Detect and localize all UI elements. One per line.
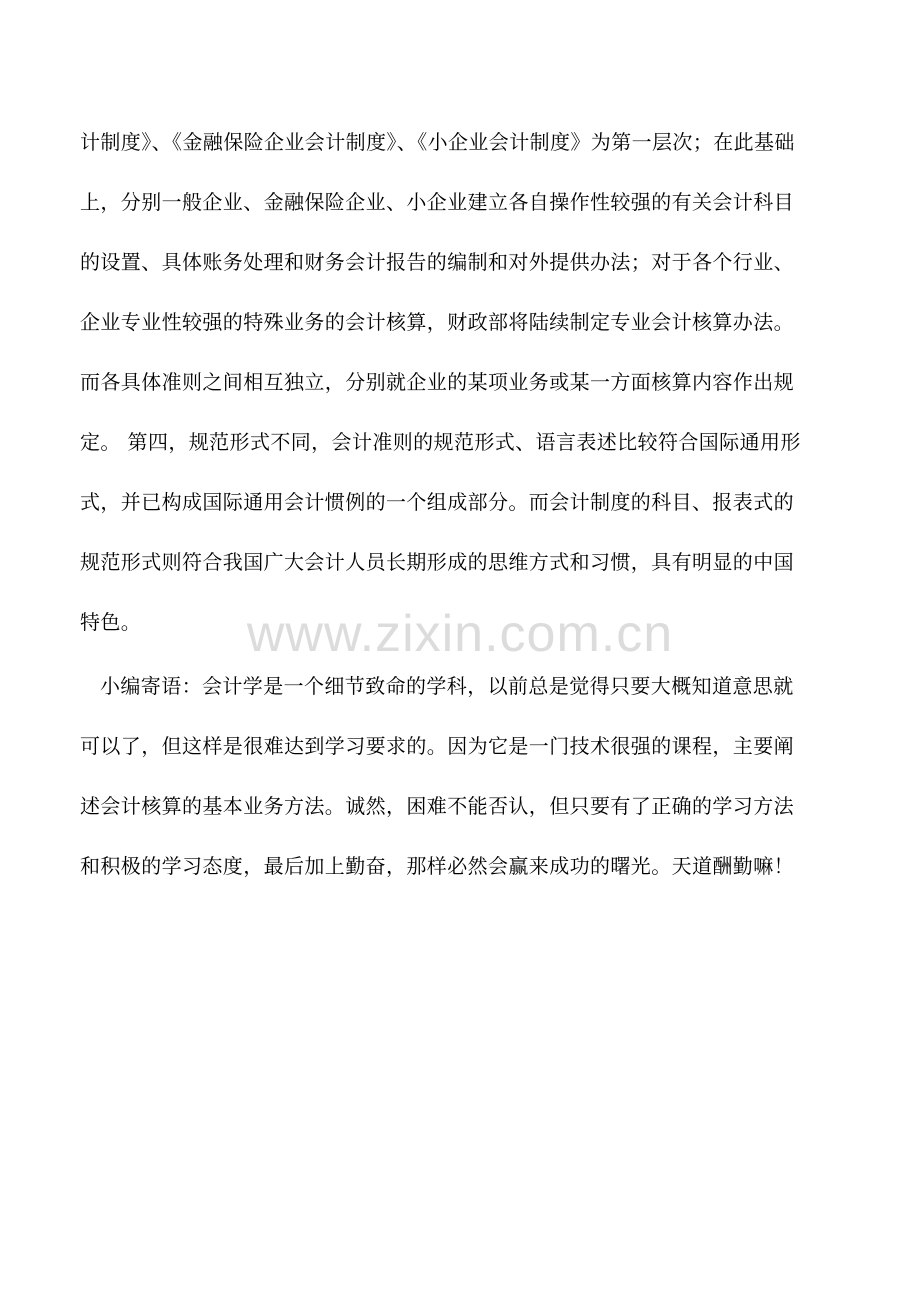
paragraph-1-line-6: 定。 第四，规范形式不同，会计准则的规范形式、语言表述比较符合国际通用形 bbox=[80, 430, 801, 454]
paragraph-1-line-4: 企业专业性较强的特殊业务的会计核算，财政部将陆续制定专业会计核算办法。 bbox=[80, 310, 794, 334]
paragraph-1-line-7: 式，并已构成国际通用会计惯例的一个组成部分。而会计制度的科目、报表式的 bbox=[80, 490, 794, 514]
paragraph-2-line-3: 述会计核算的基本业务方法。诚然，困难不能否认，但只要有了正确的学习方法 bbox=[80, 794, 794, 818]
paragraph-1-line-3: 的设置、具体账务处理和财务会计报告的编制和对外提供办法；对于各个行业、 bbox=[80, 250, 794, 274]
watermark-text: www.zixin.com.cn bbox=[246, 605, 674, 663]
paragraph-1-line-5: 而各具体准则之间相互独立，分别就企业的某项业务或某一方面核算内容作出规 bbox=[80, 370, 794, 394]
paragraph-1-line-2: 上，分别一般企业、金融保险企业、小企业建立各自操作性较强的有关会计科目 bbox=[80, 190, 794, 214]
paragraph-2-line-1: 小编寄语：会计学是一个细节致命的学科，以前总是觉得只要大概知道意思就 bbox=[100, 674, 794, 698]
paragraph-2-line-4: 和积极的学习态度，最后加上勤奋，那样必然会赢来成功的曙光。天道酬勤嘛！ bbox=[80, 854, 794, 878]
paragraph-1-line-1: 计制度》、《金融保险企业会计制度》、《小企业会计制度》为第一层次；在此基础 bbox=[80, 130, 795, 154]
paragraph-1-line-8: 规范形式则符合我国广大会计人员长期形成的思维方式和习惯，具有明显的中国 bbox=[80, 550, 794, 574]
paragraph-1-line-9: 特色。 bbox=[80, 610, 142, 634]
paragraph-2-line-2: 可以了，但这样是很难达到学习要求的。因为它是一门技术很强的课程，主要阐 bbox=[80, 734, 794, 758]
